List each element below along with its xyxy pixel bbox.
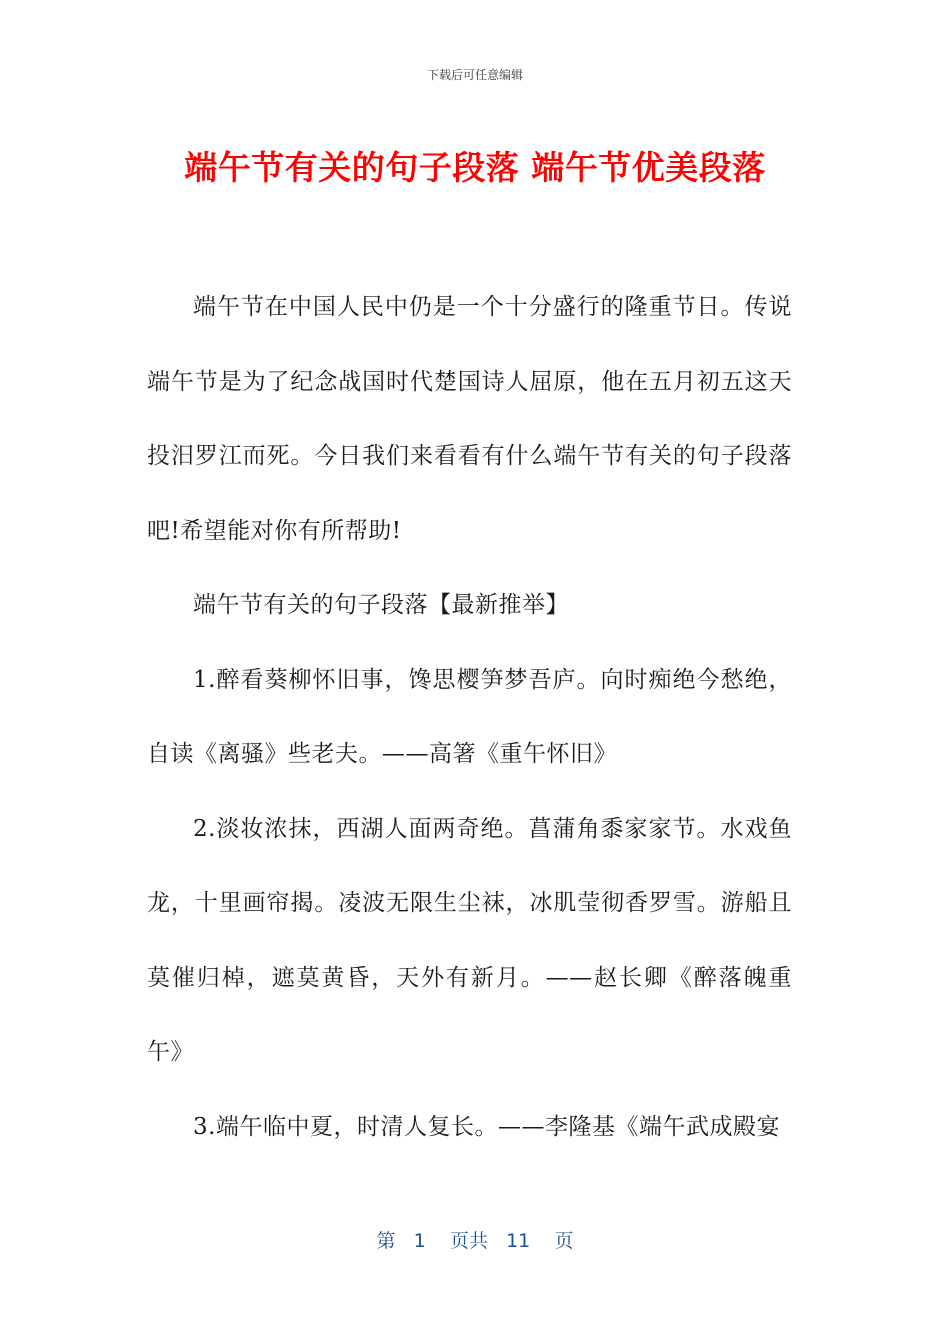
footer-total-pages: 11 [506, 1230, 531, 1252]
footer-middle: 页共 [449, 1230, 488, 1252]
paragraph-section-heading: 端午节有关的句子段落【最新推举】 [193, 592, 569, 618]
paragraph-quote-1: 1.醉看葵柳怀旧事，馋思樱笋梦吾庐。向时痴绝今愁绝，自读《离骚》些老夫。——高箸《重午怀旧》 [147, 666, 792, 767]
page-footer [0, 1226, 950, 1253]
footer-prefix: 第 [376, 1230, 396, 1252]
paragraph-quote-2: 2.淡妆浓抹，西湖人面两奇绝。菖蒲角黍家家节。水戏鱼龙，十里画帘揭。凌波无限生尘袜，冰肌莹彻香罗雪。游船且莫催归棹，遮莫黄昏，天外有新月。——赵长卿《醉落魄重午》 [147, 815, 792, 1065]
paragraph-quote-3: 3.端午临中夏，时清人复长。——李隆基《端午武成殿宴 [193, 1113, 780, 1140]
document-title: 端午节有关的句子段落 端午节优美段落 [184, 148, 766, 187]
footer-suffix: 页 [554, 1230, 574, 1252]
document-body [147, 270, 792, 1164]
footer-current-page: 1 [413, 1230, 426, 1252]
paragraph-intro: 端午节在中国人民中仍是一个十分盛行的隆重节日。传说端午节是为了纪念战国时代楚国诗人屈原，他在五月初五这天投汨罗江而死。今日我们来看看有什么端午节有关的句子段落吧!希望能对你有所帮助! [147, 294, 792, 544]
header-note: 下载后可任意编辑 [426, 68, 523, 82]
